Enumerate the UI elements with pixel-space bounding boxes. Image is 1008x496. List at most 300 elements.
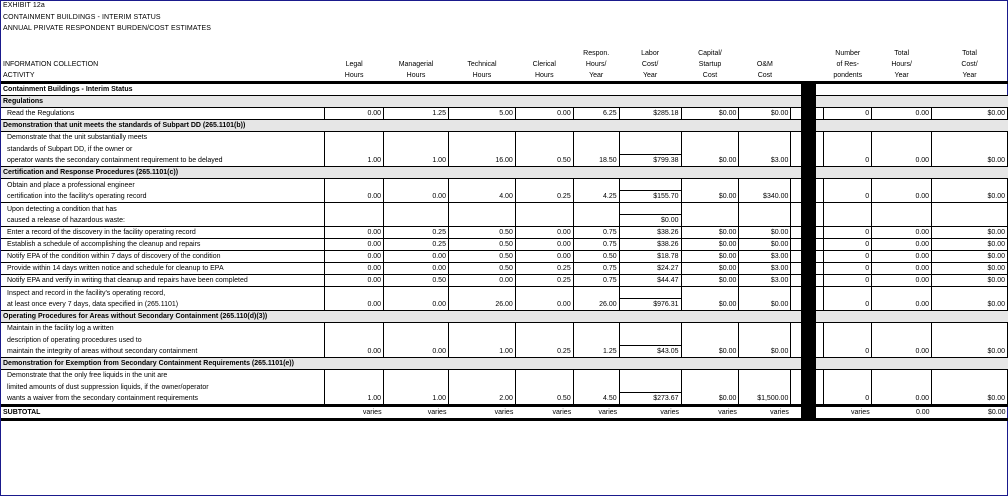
value-cell	[872, 179, 932, 191]
column-header	[801, 48, 816, 59]
value-cell	[573, 215, 619, 227]
value-cell	[681, 215, 739, 227]
table-row	[1, 263, 1008, 275]
value-cell	[816, 346, 824, 358]
value-cell	[384, 381, 449, 393]
value-cell	[824, 287, 872, 299]
value-cell: 0	[824, 275, 872, 287]
value-cell	[791, 227, 801, 239]
value-cell: 0.00	[384, 191, 449, 203]
activity-header: INFORMATION COLLECTION	[3, 61, 99, 68]
value-cell	[739, 370, 791, 382]
value-cell: $0.00	[932, 299, 1008, 311]
column-header: Cost	[739, 70, 791, 83]
value-cell: 0.00	[325, 299, 384, 311]
value-cell: 0.00	[515, 299, 573, 311]
exhibit-label: EXHIBIT 12a	[3, 2, 45, 9]
blank-cell	[824, 96, 1008, 108]
divider-bar	[801, 215, 816, 227]
value-cell	[872, 334, 932, 346]
value-cell	[872, 132, 932, 144]
value-cell	[816, 215, 824, 227]
column-header: Labor	[641, 50, 660, 57]
value-cell	[384, 132, 449, 144]
value-cell: 0.00	[872, 299, 932, 311]
value-cell	[824, 381, 872, 393]
value-cell: 0.00	[325, 239, 384, 251]
value-cell	[448, 334, 515, 346]
value-cell	[816, 227, 824, 239]
value-cell	[619, 179, 681, 191]
table-row	[1, 334, 1008, 346]
value-cell: 0.00	[325, 108, 384, 120]
value-cell	[739, 287, 791, 299]
value-cell: $0.00	[932, 251, 1008, 263]
blank-cell	[816, 311, 824, 323]
divider-bar	[801, 406, 816, 420]
column-header: Hours/	[891, 61, 912, 68]
value-cell	[791, 191, 801, 203]
value-cell: $0.00	[739, 346, 791, 358]
value-cell	[791, 155, 801, 167]
divider-bar	[801, 167, 816, 179]
value-cell	[573, 179, 619, 191]
divider-bar	[801, 120, 816, 132]
column-header	[816, 70, 824, 83]
value-cell	[791, 381, 801, 393]
value-cell: $38.26	[619, 227, 681, 239]
table-row	[1, 251, 1008, 263]
value-cell	[791, 203, 801, 215]
value-cell	[515, 215, 573, 227]
column-header: Hours	[515, 70, 573, 83]
section-row	[1, 96, 1008, 108]
section-row	[1, 120, 1008, 132]
value-cell: $799.38	[619, 155, 681, 167]
divider-bar	[801, 358, 816, 370]
value-cell	[573, 381, 619, 393]
value-cell	[619, 381, 681, 393]
value-cell	[932, 381, 1008, 393]
section-label: Certification and Response Procedures (265.1101(c))	[1, 167, 801, 179]
value-cell: 1.00	[384, 393, 449, 406]
value-cell	[619, 132, 681, 144]
column-header	[325, 48, 384, 59]
value-cell	[816, 108, 824, 120]
value-cell: $3.00	[739, 275, 791, 287]
value-cell: $3.00	[739, 263, 791, 275]
column-header: Respon.	[583, 50, 610, 57]
value-cell: 0.50	[515, 155, 573, 167]
value-cell: 0.00	[872, 393, 932, 406]
column-header: Year	[932, 70, 1008, 83]
section-title: Containment Buildings - Interim Status	[3, 86, 133, 93]
divider-bar	[801, 83, 816, 96]
column-header: Cost/	[961, 61, 978, 68]
value-cell: $0.00	[681, 239, 739, 251]
value-cell	[791, 143, 801, 155]
value-cell	[384, 334, 449, 346]
value-cell: $43.05	[619, 346, 681, 358]
value-cell	[816, 155, 824, 167]
value-cell	[932, 287, 1008, 299]
activity-cell: Notify EPA and verify in writing that cleanup and repairs have been completed	[1, 275, 325, 287]
blank-cell	[824, 311, 1008, 323]
table-row	[1, 191, 1008, 203]
table-row	[1, 275, 1008, 287]
value-cell	[872, 381, 932, 393]
value-cell: $3.00	[739, 251, 791, 263]
value-cell	[573, 370, 619, 382]
value-cell: 6.25	[573, 108, 619, 120]
value-cell	[816, 263, 824, 275]
table-row	[1, 239, 1008, 251]
blank-cell	[816, 83, 1008, 96]
value-cell: $44.47	[619, 275, 681, 287]
value-cell	[515, 132, 573, 144]
value-cell: 0.00	[384, 299, 449, 311]
subtotal-value: 0.00	[872, 406, 932, 420]
value-cell	[448, 179, 515, 191]
value-cell	[515, 287, 573, 299]
activity-cell: Demonstrate that the unit substantially meets	[1, 132, 325, 144]
column-header	[515, 48, 573, 59]
value-cell	[824, 323, 872, 335]
value-cell	[739, 179, 791, 191]
divider-bar	[801, 132, 816, 144]
value-cell	[824, 143, 872, 155]
column-header: O&M	[756, 61, 773, 68]
value-cell: $0.00	[932, 346, 1008, 358]
value-cell: 0.25	[384, 239, 449, 251]
column-header	[448, 48, 515, 59]
column-header: Cost/	[641, 61, 659, 68]
value-cell: 5.00	[448, 108, 515, 120]
divider-bar	[801, 287, 816, 299]
value-cell: 0.00	[872, 155, 932, 167]
column-header: of Res-	[836, 61, 860, 68]
value-cell	[791, 275, 801, 287]
value-cell: $0.00	[739, 299, 791, 311]
value-cell: 0	[824, 393, 872, 406]
divider-bar	[801, 393, 816, 406]
value-cell: 0.00	[872, 191, 932, 203]
value-cell: 0.50	[448, 263, 515, 275]
value-cell: 1.00	[384, 155, 449, 167]
value-cell: 0.75	[573, 263, 619, 275]
header-row	[1, 48, 1008, 59]
value-cell	[619, 323, 681, 335]
divider-bar	[801, 299, 816, 311]
value-cell: $0.00	[681, 227, 739, 239]
value-cell: $0.00	[681, 263, 739, 275]
value-cell	[739, 132, 791, 144]
value-cell	[384, 179, 449, 191]
value-cell: 0.00	[515, 239, 573, 251]
value-cell: 0	[824, 251, 872, 263]
column-header: Year	[872, 70, 932, 83]
value-cell: 4.25	[573, 191, 619, 203]
activity-cell: operator wants the secondary containment requirement to be delayed	[7, 157, 223, 164]
value-cell	[448, 215, 515, 227]
value-cell: 26.00	[573, 299, 619, 311]
table-row	[1, 132, 1008, 144]
blank-cell	[816, 358, 824, 370]
value-cell: $340.00	[739, 191, 791, 203]
subtotal-value: varies	[384, 406, 449, 420]
table-row	[1, 108, 1008, 120]
value-cell: $0.00	[932, 263, 1008, 275]
value-cell	[573, 143, 619, 155]
value-cell	[791, 346, 801, 358]
section-row	[1, 358, 1008, 370]
subtotal-label: SUBTOTAL	[1, 406, 325, 420]
value-cell: 0.00	[515, 227, 573, 239]
column-header: pondents	[824, 70, 872, 83]
value-cell: 0.00	[384, 251, 449, 263]
value-cell: $0.00	[619, 215, 681, 227]
value-cell	[619, 370, 681, 382]
value-cell	[681, 179, 739, 191]
value-cell	[932, 215, 1008, 227]
column-header	[739, 48, 791, 59]
value-cell	[816, 179, 824, 191]
value-cell: 0.25	[515, 263, 573, 275]
value-cell: $18.78	[619, 251, 681, 263]
value-cell: 0.00	[384, 346, 449, 358]
table-row	[1, 323, 1008, 335]
column-header	[816, 48, 824, 59]
activity-cell: maintain the integrity of areas without secondary containment	[7, 348, 198, 355]
divider-bar	[801, 311, 816, 323]
value-cell	[573, 323, 619, 335]
value-cell	[932, 323, 1008, 335]
column-header: Number	[835, 50, 861, 57]
table-row	[1, 143, 1008, 155]
value-cell	[619, 287, 681, 299]
value-cell: 0.00	[325, 275, 384, 287]
table-row	[1, 227, 1008, 239]
value-cell: 0	[824, 239, 872, 251]
divider-bar	[801, 346, 816, 358]
value-cell	[515, 334, 573, 346]
value-cell: $0.00	[932, 155, 1008, 167]
value-cell: $0.00	[739, 239, 791, 251]
value-cell: 0	[824, 346, 872, 358]
value-cell	[384, 370, 449, 382]
value-cell	[816, 393, 824, 406]
divider-bar	[801, 203, 816, 215]
subtotal-value: varies	[681, 406, 739, 420]
value-cell: $0.00	[681, 251, 739, 263]
value-cell	[816, 251, 824, 263]
divider-bar	[801, 251, 816, 263]
column-header	[801, 59, 816, 70]
divider-bar	[801, 323, 816, 335]
value-cell	[515, 370, 573, 382]
blank-cell	[816, 96, 824, 108]
value-cell: 0.50	[448, 251, 515, 263]
subtotal-value: varies	[448, 406, 515, 420]
blank-cell	[816, 120, 824, 132]
table-row	[1, 370, 1008, 382]
value-cell	[739, 381, 791, 393]
blank-cell	[824, 358, 1008, 370]
value-cell: 0.25	[515, 191, 573, 203]
value-cell: 4.50	[573, 393, 619, 406]
value-cell	[816, 143, 824, 155]
value-cell: 0.00	[325, 191, 384, 203]
value-cell: $285.18	[619, 108, 681, 120]
value-cell: 0.75	[573, 275, 619, 287]
activity-cell: Upon detecting a condition that has	[1, 203, 325, 215]
value-cell	[816, 203, 824, 215]
value-cell: 0	[824, 191, 872, 203]
value-cell: 0	[824, 108, 872, 120]
activity-cell: certification into the facility's operating record	[7, 193, 147, 200]
value-cell: $0.00	[739, 108, 791, 120]
value-cell: 4.00	[448, 191, 515, 203]
value-cell	[325, 215, 384, 227]
value-cell	[791, 287, 801, 299]
value-cell	[791, 263, 801, 275]
value-cell: $0.00	[681, 108, 739, 120]
value-cell	[325, 203, 384, 215]
value-cell	[872, 370, 932, 382]
header-row	[1, 59, 1008, 70]
divider-bar	[801, 191, 816, 203]
activity-header	[1, 48, 325, 59]
activity-cell: Inspect and record in the facility's operating record,	[1, 287, 325, 299]
blank-cell	[816, 167, 824, 179]
value-cell	[619, 143, 681, 155]
column-header: Total	[962, 50, 977, 57]
value-cell: $0.00	[932, 393, 1008, 406]
column-header: Capital/	[698, 50, 722, 57]
value-cell: $0.00	[932, 227, 1008, 239]
table-row	[1, 215, 1008, 227]
value-cell: 0.00	[325, 263, 384, 275]
divider-bar	[801, 155, 816, 167]
subtotal-value	[816, 406, 824, 420]
divider-bar	[801, 263, 816, 275]
column-header	[791, 70, 801, 83]
value-cell: 0.25	[515, 346, 573, 358]
column-header	[801, 70, 816, 83]
value-cell	[791, 334, 801, 346]
divider-bar	[801, 275, 816, 287]
value-cell: 1.00	[325, 155, 384, 167]
value-cell: $0.00	[681, 275, 739, 287]
value-cell: 0.00	[325, 251, 384, 263]
value-cell	[739, 215, 791, 227]
value-cell	[791, 215, 801, 227]
value-cell	[932, 132, 1008, 144]
value-cell	[325, 334, 384, 346]
table-row	[1, 287, 1008, 299]
value-cell	[791, 299, 801, 311]
value-cell: $3.00	[739, 155, 791, 167]
blank-cell	[824, 120, 1008, 132]
section-title-row	[1, 83, 1008, 96]
value-cell: 0.00	[515, 251, 573, 263]
value-cell	[824, 215, 872, 227]
value-cell: 0.50	[384, 275, 449, 287]
column-header: Hours	[384, 70, 449, 83]
value-cell	[932, 203, 1008, 215]
value-cell	[932, 143, 1008, 155]
value-cell	[515, 143, 573, 155]
value-cell: 1.00	[448, 346, 515, 358]
value-cell	[448, 381, 515, 393]
value-cell: $0.00	[932, 239, 1008, 251]
section-label: Operating Procedures for Areas without Secondary Containment (265.110(d)(3))	[1, 311, 801, 323]
activity-cell: description of operating procedures used to	[7, 336, 142, 344]
header-row	[1, 70, 1008, 83]
value-cell: 0.25	[515, 275, 573, 287]
section-label: Regulations	[1, 96, 801, 108]
column-header	[791, 59, 801, 70]
value-cell	[325, 143, 384, 155]
value-cell	[515, 203, 573, 215]
value-cell: $0.00	[681, 346, 739, 358]
value-cell	[681, 203, 739, 215]
value-cell: $976.31	[619, 299, 681, 311]
value-cell: $0.00	[739, 227, 791, 239]
value-cell: 1.25	[573, 346, 619, 358]
section-row	[1, 311, 1008, 323]
subtotal-value: varies	[824, 406, 872, 420]
column-header	[816, 59, 824, 70]
value-cell: 1.00	[325, 393, 384, 406]
value-cell: 0.00	[325, 346, 384, 358]
value-cell	[681, 370, 739, 382]
value-cell	[739, 334, 791, 346]
activity-cell: Provide within 14 days written notice and schedule for cleanup to EPA	[1, 263, 325, 275]
column-header	[791, 48, 801, 59]
value-cell	[515, 323, 573, 335]
table-row	[1, 393, 1008, 406]
value-cell	[681, 132, 739, 144]
subtotal-value: varies	[515, 406, 573, 420]
blank-cell	[824, 167, 1008, 179]
activity-cell: Establish a schedule of accomplishing the cleanup and repairs	[1, 239, 325, 251]
value-cell	[816, 239, 824, 251]
value-cell	[932, 334, 1008, 346]
activity-cell: Demonstrate that the only free liquids in the unit are	[1, 370, 325, 382]
value-cell	[816, 323, 824, 335]
value-cell	[824, 132, 872, 144]
subtotal-value: varies	[325, 406, 384, 420]
subtotal-value: varies	[619, 406, 681, 420]
value-cell	[448, 287, 515, 299]
value-cell: 0	[824, 227, 872, 239]
value-cell: $24.27	[619, 263, 681, 275]
value-cell	[384, 203, 449, 215]
value-cell	[816, 299, 824, 311]
divider-bar	[801, 334, 816, 346]
value-cell: 0.50	[448, 227, 515, 239]
divider-bar	[801, 108, 816, 120]
value-cell	[325, 179, 384, 191]
value-cell	[791, 179, 801, 191]
value-cell: $0.00	[932, 275, 1008, 287]
column-header: Year	[619, 70, 681, 83]
value-cell	[384, 143, 449, 155]
section-label: Demonstration that unit meets the standards of Subpart DD (265.1101(b))	[1, 120, 801, 132]
activity-cell: standards of Subpart DD, if the owner or	[7, 145, 133, 153]
column-header	[384, 48, 449, 59]
